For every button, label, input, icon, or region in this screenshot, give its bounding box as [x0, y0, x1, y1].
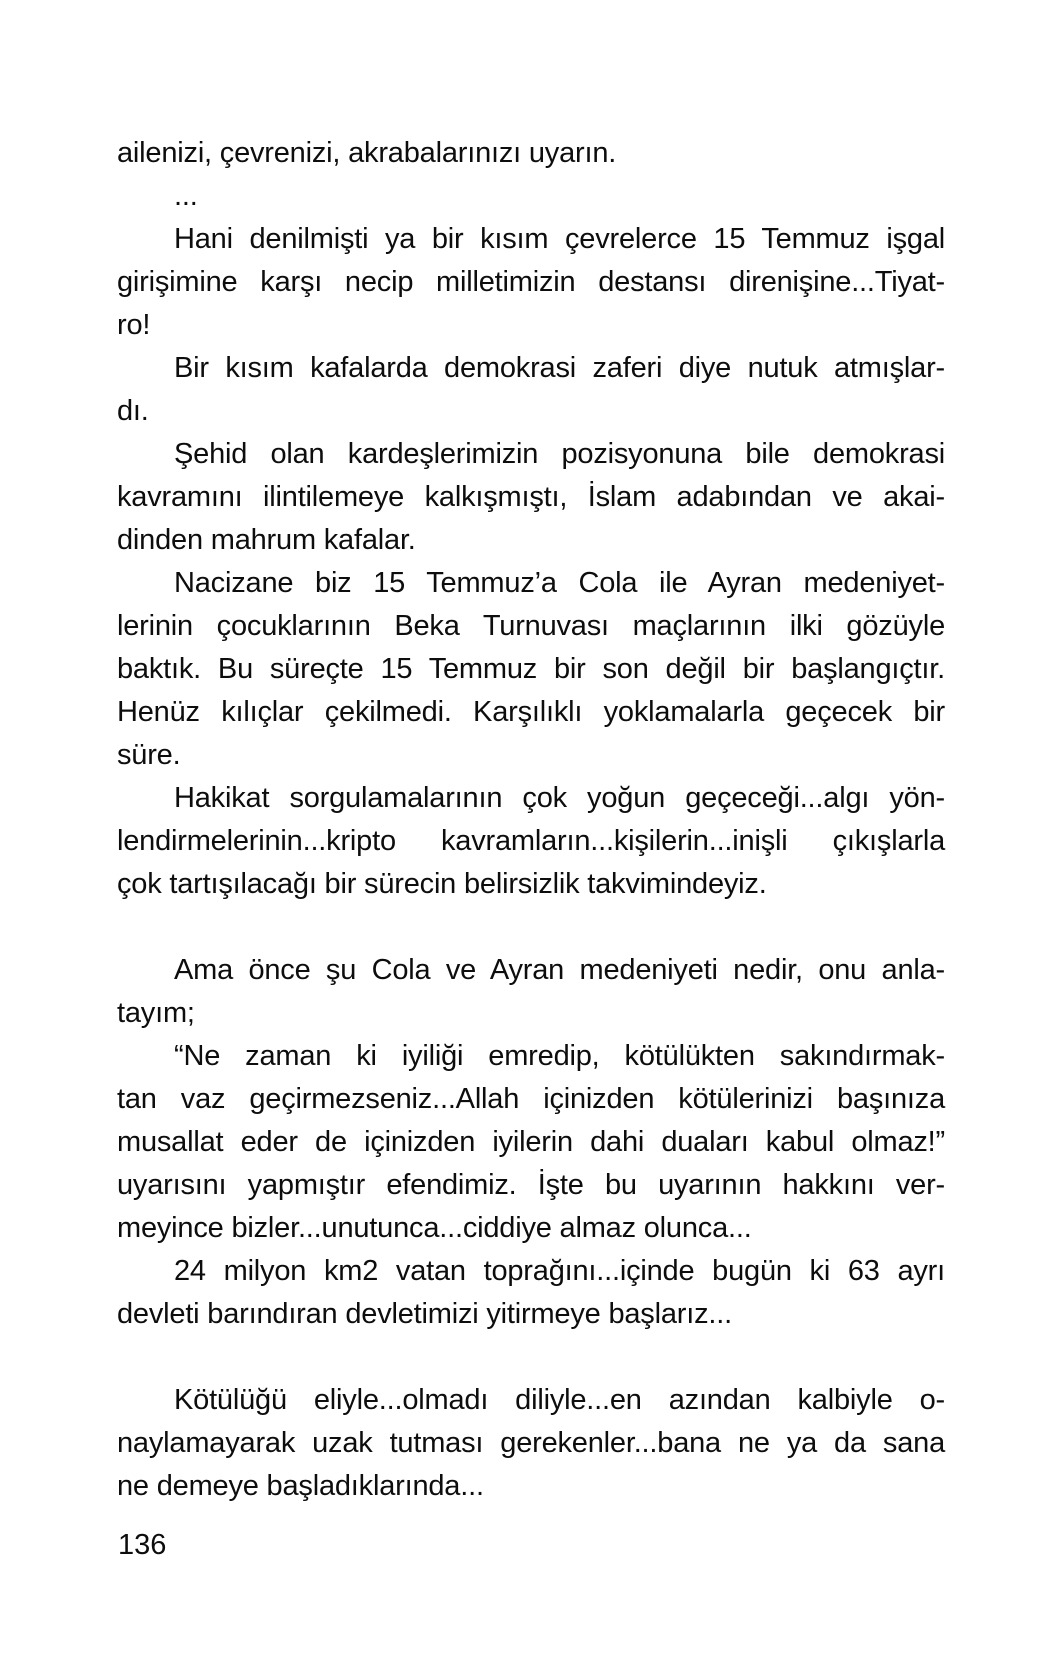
text-line: Kötülüğü eliyle...olmadı diliyle...en azından kalbiyle o- [174, 1384, 945, 1416]
text-line: lendirmelerinin...kripto kavramların...kişilerin...inişli çıkışlarla [117, 825, 945, 857]
text-line: ne demeye başladıklarında... [117, 1470, 484, 1502]
text-line: süre. [117, 739, 181, 771]
text-line: çok tartışılacağı bir sürecin belirsizlik takvimindeyiz. [117, 868, 767, 900]
text-line: ... [174, 180, 198, 212]
text-line: Henüz kılıçlar çekilmedi. Karşılıklı yoklamalarla geçecek bir [117, 696, 945, 728]
body-text [117, 132, 945, 1508]
text-line: tayım; [117, 997, 195, 1029]
text-line: ro! [117, 309, 151, 341]
paragraph-gap [117, 906, 945, 949]
text-line: naylamayarak uzak tutması gerekenler...bana ne ya da sana [117, 1427, 945, 1459]
text-line: uyarısını yapmıştır efendimiz. İşte bu uyarının hakkını ver- [117, 1169, 945, 1201]
text-line: baktık. Bu süreçte 15 Temmuz bir son değil bir başlangıçtır. [117, 653, 945, 685]
text-line: ailenizi, çevrenizi, akrabalarınızı uyarın. [117, 137, 617, 169]
text-line: Bir kısım kafalarda demokrasi zaferi diye nutuk atmışlar- [174, 352, 945, 384]
text-line: girişimine karşı necip milletimizin destansı direnişine...Tiyat- [117, 266, 945, 298]
text-line: meyince bizler...unutunca...ciddiye almaz olunca... [117, 1212, 752, 1244]
text-line: Hani denilmişti ya bir kısım çevrelerce 15 Temmuz işgal [174, 223, 945, 255]
text-line: “Ne zaman ki iyiliği emredip, kötülükten sakındırmak- [174, 1040, 945, 1072]
page-number: 136 [118, 1529, 167, 1561]
text-line: Nacizane biz 15 Temmuz’a Cola ile Ayran medeniyet- [174, 567, 945, 599]
text-line: Şehid olan kardeşlerimizin pozisyonuna bile demokrasi [174, 438, 945, 470]
text-line: tan vaz geçirmezseniz...Allah içinizden kötülerinizi başınıza [117, 1083, 945, 1115]
text-line: 24 milyon km2 vatan toprağını...içinde bugün ki 63 ayrı [174, 1255, 945, 1287]
text-line: kavramını ilintilemeye kalkışmıştı, İslam adabından ve akai- [117, 481, 945, 513]
paragraph-gap [117, 1336, 945, 1379]
text-line: Ama önce şu Cola ve Ayran medeniyeti nedir, onu anla- [174, 954, 945, 986]
text-line: dinden mahrum kafalar. [117, 524, 416, 556]
text-line: dı. [117, 395, 149, 427]
text-line: Hakikat sorgulamalarının çok yoğun geçeceği...algı yön- [174, 782, 945, 814]
text-line: devleti barındıran devletimizi yitirmeye başlarız... [117, 1298, 732, 1330]
text-line: musallat eder de içinizden iyilerin dahi duaları kabul olmaz!” [117, 1126, 945, 1158]
text-line: lerinin çocuklarının Beka Turnuvası maçlarının ilki gözüyle [117, 610, 945, 642]
